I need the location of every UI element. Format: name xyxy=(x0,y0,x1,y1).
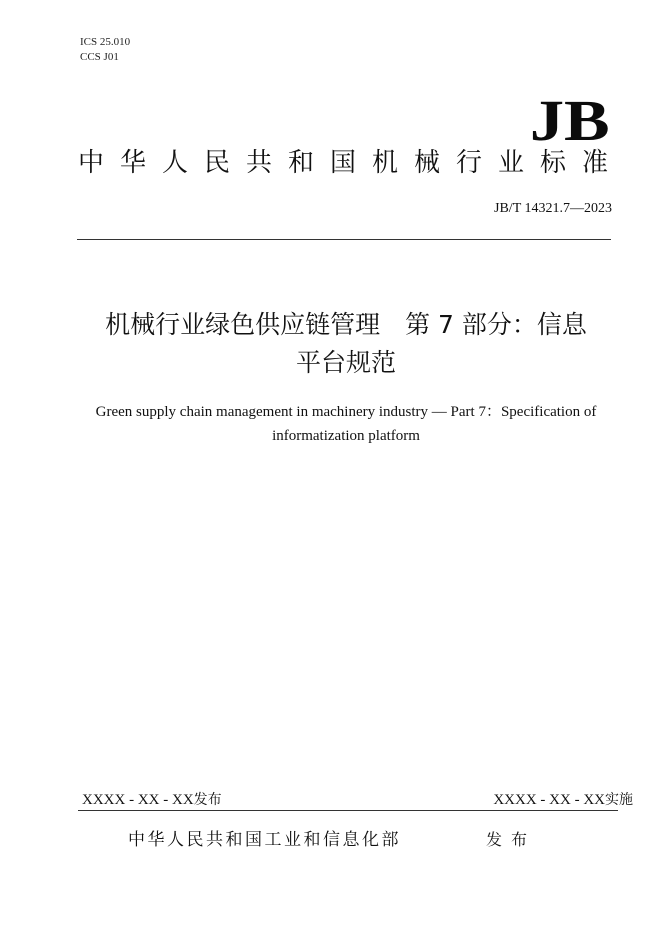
footer-divider xyxy=(78,810,618,811)
standard-number: JB/T 14321.7—2023 xyxy=(494,201,612,216)
ccs-code: CCS J01 xyxy=(80,51,119,63)
issuing-authority: 中华人民共和国工业和信息化部 xyxy=(128,830,401,850)
document-title-chinese xyxy=(60,306,632,382)
implementation-date-label: 实施 xyxy=(605,792,633,808)
title-cn-line-2: 平台规范 xyxy=(295,348,396,377)
title-cn-line-1: 机械行业绿色供应链管理 第 7 部分：信息 xyxy=(105,310,587,339)
document-title-english xyxy=(40,400,652,448)
implementation-date xyxy=(493,790,633,810)
title-en-line-2: informatization platform xyxy=(272,428,420,444)
header-divider xyxy=(77,239,611,240)
issue-date-label: 发布 xyxy=(193,792,222,808)
issue-date-value: XXXX - XX - XX xyxy=(82,792,194,808)
issue-word: 发布 xyxy=(486,830,537,849)
issue-date xyxy=(82,790,222,810)
standard-category-title: 中华人民共和国机械行业标准 xyxy=(78,148,625,178)
ics-code: ICS 25.010 xyxy=(80,36,131,48)
jb-logo: JB xyxy=(530,88,610,153)
implementation-date-value: XXXX - XX - XX xyxy=(493,792,605,808)
title-en-line-1: Green supply chain management in machinery industry — Part 7：Specification of xyxy=(95,404,597,420)
